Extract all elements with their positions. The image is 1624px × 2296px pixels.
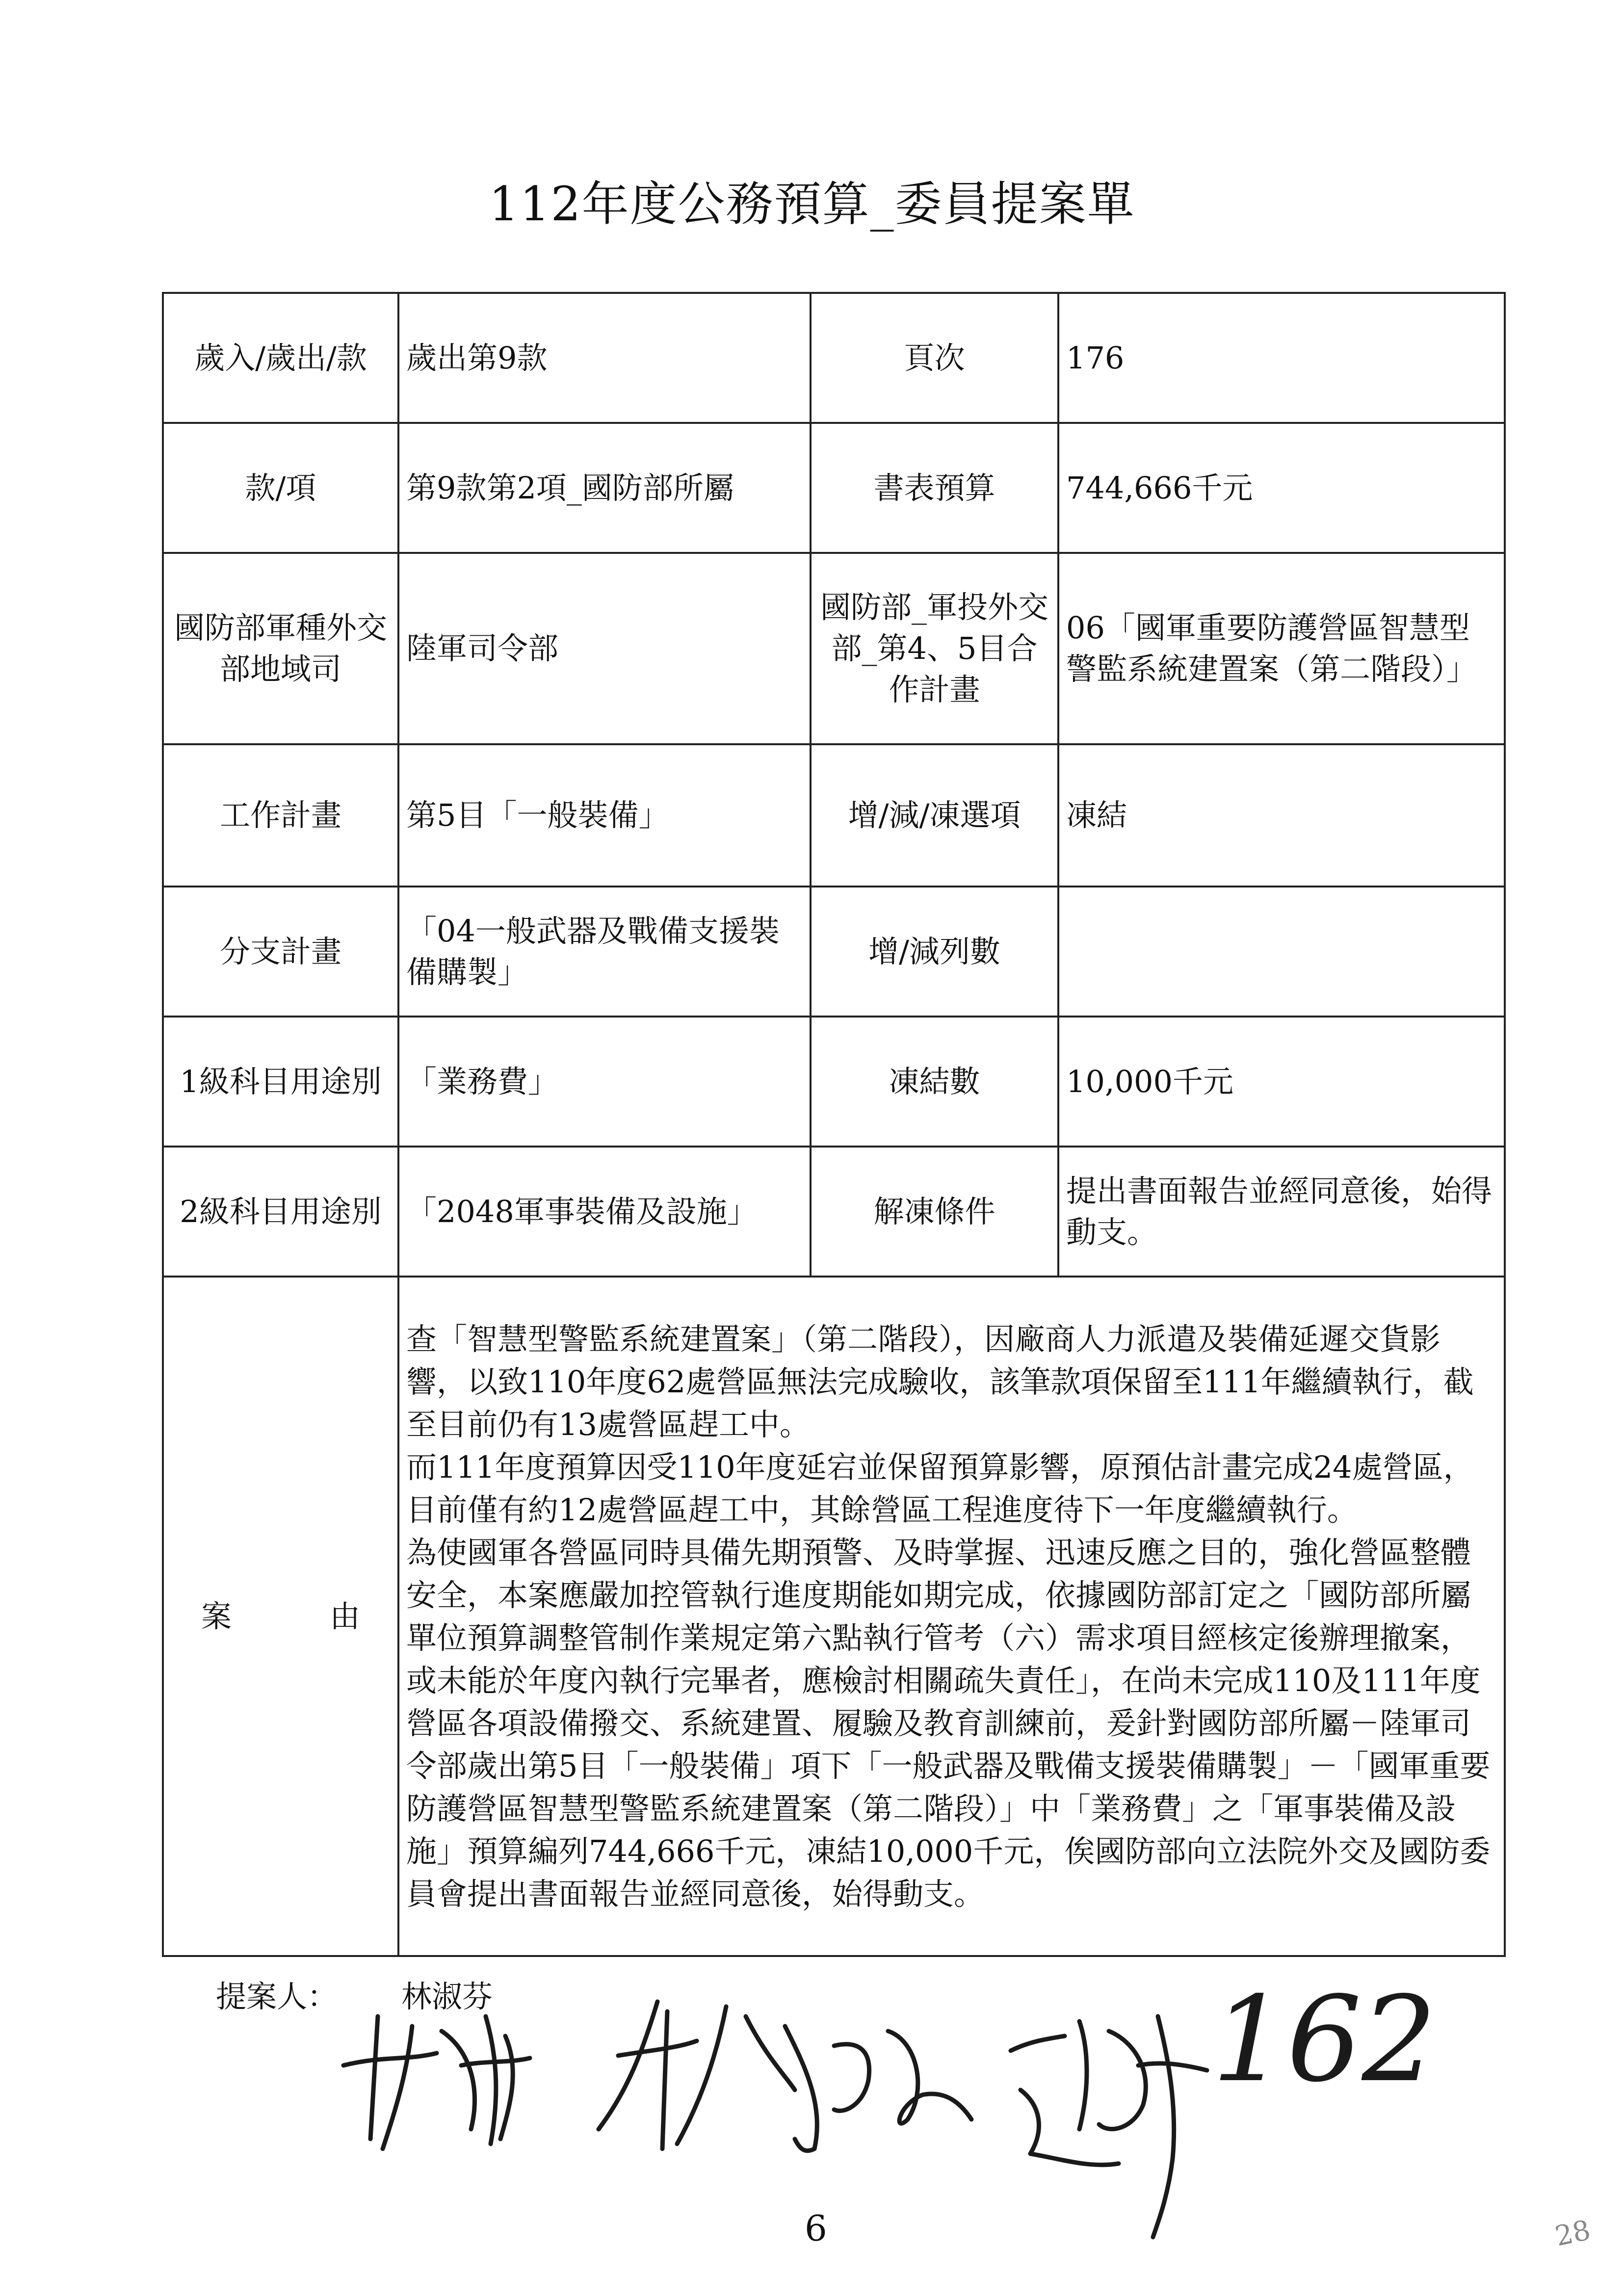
table-row [163,553,1505,744]
field-label: 國防部_軍投外交部_第4、5目合作計畫 [811,553,1058,744]
proposer-name: 林淑芬 [401,1979,493,2014]
field-label: 書表預算 [811,423,1058,553]
field-value: 凍結 [1058,744,1505,887]
table-row [163,887,1505,1017]
page-title: 112年度公務預算_委員提案單 [489,177,1135,232]
field-value: 陸軍司令部 [398,553,811,744]
proposer-label: 提案人： [216,1979,338,2014]
field-value: 第5目「一般裝備」 [398,744,811,887]
field-label: 2級科目用途別 [163,1147,398,1277]
table-row [163,293,1505,423]
reason-paragraph: 而111年度預算因受110年度延宕並保留預算影響，原預估計畫完成24處營區，目前僅有約12處營區趕工中，其餘營區工程進度待下一年度繼續執行。 [406,1449,1474,1528]
field-value: 10,000千元 [1058,1017,1505,1147]
handwritten-signatures [324,1943,1609,2247]
field-value: 744,666千元 [1058,423,1505,553]
reason-label [163,1277,398,1956]
table-row [163,1277,1505,1956]
field-value: 176 [1058,293,1505,423]
field-value [1058,887,1505,1017]
field-label: 增/減列數 [811,887,1058,1017]
field-value: 第9款第2項_國防部所屬 [398,423,811,553]
field-label: 1級科目用途別 [163,1017,398,1147]
table-row [163,1017,1505,1147]
handwritten-number: 162 [1212,1971,1437,2108]
reason-label-char: 案 [201,1598,232,1634]
field-value: 歲出第9款 [398,293,811,423]
field-label: 國防部軍種外交部地域司 [163,553,398,744]
field-value: 「2048軍事裝備及設施」 [398,1147,811,1277]
signature [1011,2016,1207,2237]
signature [343,2016,530,2149]
field-value: 提出書面報告並經同意後，始得動支。 [1058,1147,1505,1277]
field-label: 分支計畫 [163,887,398,1017]
signature [599,2002,971,2151]
reason-label-char: 由 [330,1598,361,1634]
reason-paragraph: 為使國軍各營區同時具備先期預警、及時掌握、迅速反應之目的，強化營區整體安全，本案應嚴加控管執行進度期能如期完成，依據國防部訂定之「國防部所屬單位預算調整管制作業規定第六點執行管考（六）需求項目經核定後辦理撤案，或未能於年度內執行完畢者，應檢討相關疏失責任」，在尚未完成110及111年度營區各項設備撥交、系統建置、履驗及教育訓練前，爰針對國防部所屬－陸軍司令部歲出第5目「一般裝備」項下「一般武器及戰備支援裝備購製」－「國軍重要防護營區智慧型警監系統建置案（第二階段）」中「業務費」之「軍事裝備及設施」預算編列744,666千元，凍結10,000千元，俟國防部向立法院外交及國防委員會提出書面報告並經同意後，始得動支。 [406,1534,1491,1912]
table-row [163,744,1505,887]
field-label: 歲入/歲出/款 [163,293,398,423]
field-value: 「04一般武器及戰備支援裝備購製」 [398,887,811,1017]
page-number: 6 [805,2208,827,2249]
table-row [163,1147,1505,1277]
field-label: 增/減/凍選項 [811,744,1058,887]
field-label: 頁次 [811,293,1058,423]
field-value: 「業務費」 [398,1017,811,1147]
reason-text [398,1277,1505,1956]
field-value: 06「國軍重要防護營區智慧型警監系統建置案（第二階段）」 [1058,553,1505,744]
field-label: 凍結數 [811,1017,1058,1147]
field-label: 款/項 [163,423,398,553]
corner-mark: 28 [1552,2214,1594,2253]
table-row [163,423,1505,553]
proposal-form-table [162,292,1506,1957]
field-label: 工作計畫 [163,744,398,887]
field-label: 解凍條件 [811,1147,1058,1277]
reason-paragraph: 查「智慧型警監系統建置案」（第二階段），因廠商人力派遣及裝備延遲交貨影響，以致110年度62處營區無法完成驗收，該筆款項保留至111年繼續執行，截至目前仍有13處營區趕工中。 [406,1321,1474,1442]
